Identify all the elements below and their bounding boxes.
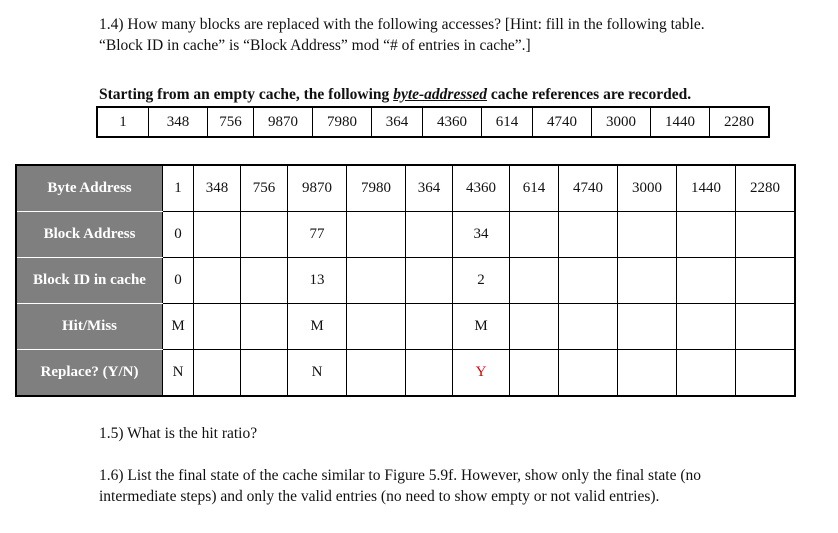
table-cell bbox=[406, 212, 453, 258]
table-cell bbox=[347, 350, 406, 397]
table-cell bbox=[406, 350, 453, 397]
table-cell bbox=[677, 350, 736, 397]
table-cell bbox=[241, 212, 288, 258]
reference-cell: 756 bbox=[208, 107, 254, 137]
table-row bbox=[16, 350, 795, 397]
table-cell bbox=[736, 304, 796, 350]
table-cell bbox=[241, 258, 288, 304]
table-cell bbox=[510, 212, 559, 258]
table-cell: 348 bbox=[194, 165, 241, 212]
question-1-6-line1: 1.6) List the final state of the cache similar to Figure 5.9f. However, show only the final state (no bbox=[99, 467, 701, 484]
table-cell: 9870 bbox=[288, 165, 347, 212]
table-cell: 0 bbox=[163, 212, 194, 258]
table-cell bbox=[736, 212, 796, 258]
table-cell bbox=[347, 258, 406, 304]
table-cell bbox=[559, 350, 618, 397]
table-cell: 77 bbox=[288, 212, 347, 258]
question-1-4-line1: 1.4) How many blocks are replaced with the following accesses? [Hint: fill in the following table. bbox=[99, 16, 705, 33]
table-cell bbox=[736, 258, 796, 304]
row-header: Block Address bbox=[16, 212, 163, 258]
row-header: Hit/Miss bbox=[16, 304, 163, 350]
table-row bbox=[16, 212, 795, 258]
table-cell bbox=[406, 258, 453, 304]
question-1-5: 1.5) What is the hit ratio? bbox=[99, 425, 258, 442]
table-cell: 614 bbox=[510, 165, 559, 212]
table-cell: 13 bbox=[288, 258, 347, 304]
references-heading bbox=[99, 84, 691, 105]
table-cell: 3000 bbox=[618, 165, 677, 212]
table-cell bbox=[241, 304, 288, 350]
table-cell: M bbox=[288, 304, 347, 350]
table-cell bbox=[677, 258, 736, 304]
question-1-6 bbox=[99, 465, 799, 507]
references-heading-post: cache references are recorded. bbox=[487, 86, 692, 103]
reference-cell: 9870 bbox=[254, 107, 313, 137]
table-row bbox=[16, 165, 795, 212]
references-heading-pre: Starting from an empty cache, the following bbox=[99, 86, 394, 103]
row-header: Byte Address bbox=[16, 165, 163, 212]
table-cell bbox=[347, 212, 406, 258]
table-cell bbox=[559, 258, 618, 304]
table-cell bbox=[241, 350, 288, 397]
table-cell: 34 bbox=[453, 212, 510, 258]
reference-cell: 348 bbox=[149, 107, 208, 137]
table-cell: 756 bbox=[241, 165, 288, 212]
reference-cell: 3000 bbox=[592, 107, 651, 137]
reference-sequence-table bbox=[96, 106, 770, 138]
table-cell bbox=[194, 304, 241, 350]
table-cell: N bbox=[288, 350, 347, 397]
table-cell bbox=[194, 258, 241, 304]
reference-sequence-row bbox=[97, 107, 769, 137]
reference-cell: 364 bbox=[372, 107, 423, 137]
table-cell: 2 bbox=[453, 258, 510, 304]
table-cell bbox=[510, 304, 559, 350]
references-heading-emphasis: byte-addressed bbox=[393, 86, 488, 103]
reference-cell: 4740 bbox=[533, 107, 592, 137]
table-cell bbox=[618, 258, 677, 304]
table-cell: M bbox=[163, 304, 194, 350]
table-cell: 1440 bbox=[677, 165, 736, 212]
table-cell: 1 bbox=[163, 165, 194, 212]
question-1-4 bbox=[99, 14, 799, 56]
row-header: Replace? (Y/N) bbox=[16, 350, 163, 397]
table-row bbox=[16, 304, 795, 350]
reference-cell: 1440 bbox=[651, 107, 710, 137]
reference-cell: 1 bbox=[97, 107, 149, 137]
table-cell bbox=[559, 304, 618, 350]
table-cell bbox=[194, 350, 241, 397]
reference-cell: 2280 bbox=[710, 107, 770, 137]
table-cell: 2280 bbox=[736, 165, 796, 212]
table-cell bbox=[736, 350, 796, 397]
table-cell: 4360 bbox=[453, 165, 510, 212]
table-cell: 7980 bbox=[347, 165, 406, 212]
table-cell: 4740 bbox=[559, 165, 618, 212]
reference-cell: 614 bbox=[482, 107, 533, 137]
table-cell: N bbox=[163, 350, 194, 397]
table-cell bbox=[618, 212, 677, 258]
question-1-6-line2: intermediate steps) and only the valid entries (no need to show empty or not valid entries). bbox=[99, 488, 660, 505]
table-row bbox=[16, 258, 795, 304]
table-cell bbox=[194, 212, 241, 258]
table-cell bbox=[406, 304, 453, 350]
table-cell: 0 bbox=[163, 258, 194, 304]
table-cell: 364 bbox=[406, 165, 453, 212]
table-cell bbox=[677, 212, 736, 258]
reference-cell: 7980 bbox=[313, 107, 372, 137]
cache-fill-table bbox=[15, 164, 796, 397]
table-cell bbox=[618, 304, 677, 350]
table-cell bbox=[559, 212, 618, 258]
table-cell bbox=[677, 304, 736, 350]
table-cell: M bbox=[453, 304, 510, 350]
row-header: Block ID in cache bbox=[16, 258, 163, 304]
table-cell bbox=[618, 350, 677, 397]
table-cell bbox=[347, 304, 406, 350]
table-cell: Y bbox=[453, 350, 510, 397]
table-cell bbox=[510, 350, 559, 397]
question-1-4-line2: “Block ID in cache” is “Block Address” mod “# of entries in cache”.] bbox=[99, 37, 531, 54]
reference-cell: 4360 bbox=[423, 107, 482, 137]
table-cell bbox=[510, 258, 559, 304]
